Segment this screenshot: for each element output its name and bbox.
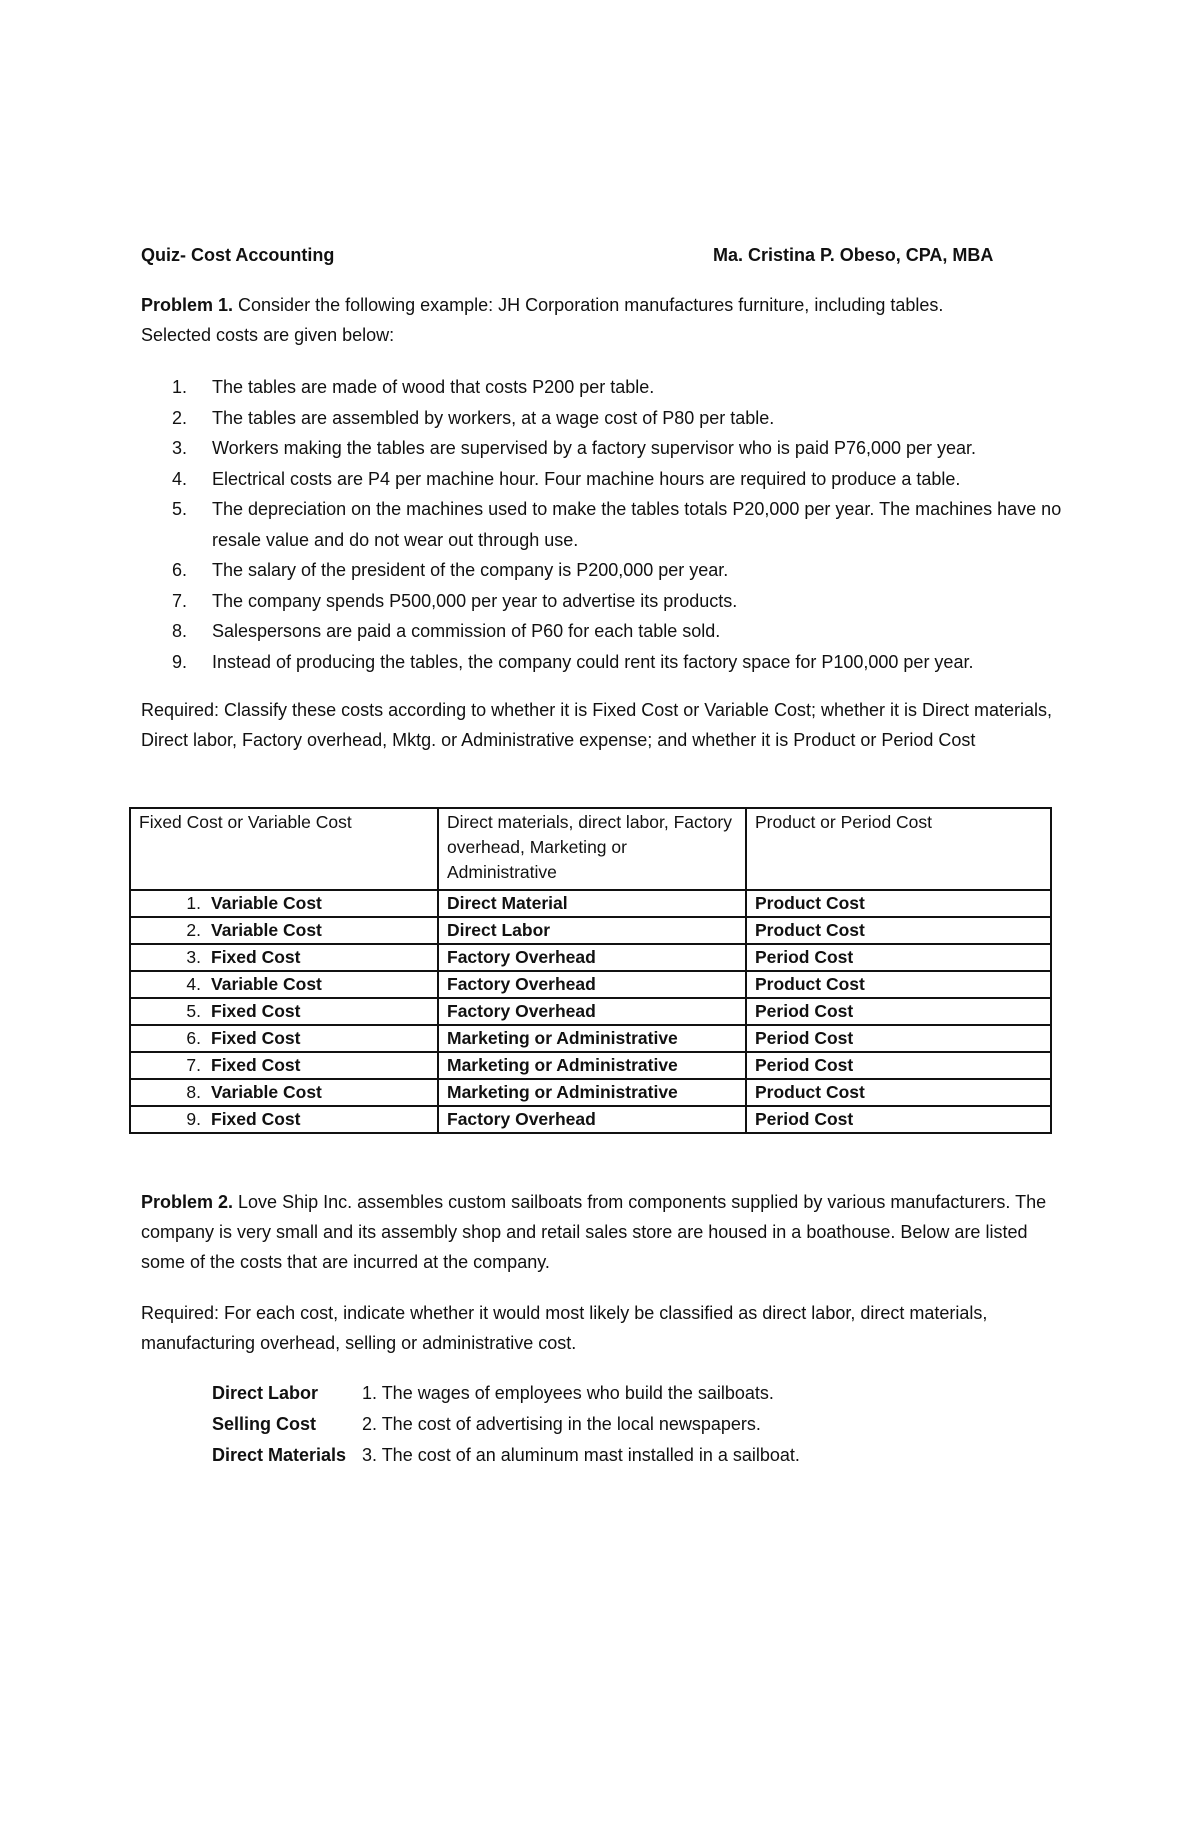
list-item (212, 1409, 800, 1440)
answer-label: Direct Labor (212, 1383, 319, 1403)
row-number: 2. (186, 920, 201, 940)
table-row (130, 944, 1051, 971)
cell-product-period: Period Cost (746, 1052, 1051, 1079)
author-name: Ma. Cristina P. Obeso, CPA, MBA (713, 245, 994, 265)
cell-product-period: Period Cost (746, 1106, 1051, 1133)
answer-text: 2. The cost of advertising in the local newspapers. (362, 1414, 761, 1434)
table-row (130, 890, 1051, 917)
cell-fixed-variable (130, 917, 438, 944)
list-item (141, 616, 1071, 647)
cell-value: Fixed Cost (211, 1109, 301, 1129)
cell-fixed-variable (130, 890, 438, 917)
cell-category: Factory Overhead (438, 971, 746, 998)
list-number: 9. (172, 651, 188, 672)
problem1-intro-line2: Selected costs are given below: (141, 325, 395, 345)
list-text: Salespersons are paid a commission of P60 for each table sold. (212, 621, 721, 641)
list-number: 2. (172, 407, 188, 428)
list-text: Electrical costs are P4 per machine hour. Four machine hours are required to produce a table. (212, 468, 961, 489)
list-text: The company spends P500,000 per year to advertise its products. (212, 590, 738, 611)
cell-fixed-variable (130, 1106, 438, 1133)
list-item (141, 433, 1071, 464)
answer-text: 3. The cost of an aluminum mast installed in a sailboat. (362, 1445, 800, 1465)
cell-value: Variable Cost (211, 974, 322, 994)
cell-category: Factory Overhead (438, 944, 746, 971)
list-number: 7. (172, 590, 188, 611)
cell-value: Fixed Cost (211, 1028, 301, 1048)
cell-fixed-variable (130, 998, 438, 1025)
list-item (141, 403, 1071, 434)
cell-value: Fixed Cost (211, 947, 301, 967)
cell-product-period: Period Cost (746, 998, 1051, 1025)
cell-fixed-variable (130, 1025, 438, 1052)
cell-fixed-variable (130, 944, 438, 971)
problem1-intro (141, 290, 1061, 350)
quiz-title: Quiz- Cost Accounting (141, 245, 335, 265)
row-number: 9. (186, 1109, 201, 1129)
cell-value: Variable Cost (211, 893, 322, 913)
cell-category: Marketing or Administrative (438, 1025, 746, 1052)
answer-label: Selling Cost (212, 1414, 317, 1434)
cell-category: Factory Overhead (438, 1106, 746, 1133)
list-item (212, 1440, 800, 1471)
cell-product-period: Product Cost (746, 1079, 1051, 1106)
problem2-answer-list (212, 1378, 800, 1471)
classification-table (129, 807, 1052, 1134)
list-text: Instead of producing the tables, the company could rent its factory space for P100,000 per year. (212, 651, 974, 672)
list-text: Workers making the tables are supervised by a factory supervisor who is paid P76,000 per year. (212, 438, 977, 458)
cell-product-period: Period Cost (746, 944, 1051, 971)
row-number: 3. (186, 947, 201, 967)
cell-category: Factory Overhead (438, 998, 746, 1025)
list-number: 1. (172, 377, 188, 397)
cell-fixed-variable (130, 1079, 438, 1106)
list-number: 8. (172, 621, 188, 641)
problem2-intro-text: Love Ship Inc. assembles custom sailboats from components supplied by various manufacturers. The company is very small and its assembly shop and retail sales store are housed in a boathouse. Below are listed some of the costs that are incurred at the company. (141, 1192, 1047, 1272)
problem1-cost-list (141, 372, 1071, 677)
row-number: 7. (186, 1055, 201, 1075)
list-number: 4. (172, 468, 188, 489)
cell-product-period: Product Cost (746, 917, 1051, 944)
list-item (141, 586, 1071, 617)
problem1-label: Problem 1. (141, 295, 234, 315)
list-item (212, 1378, 800, 1409)
table-row (130, 1079, 1051, 1106)
cell-product-period: Period Cost (746, 1025, 1051, 1052)
cell-category: Marketing or Administrative (438, 1079, 746, 1106)
cell-category: Direct Material (438, 890, 746, 917)
table-row (130, 998, 1051, 1025)
cell-product-period: Product Cost (746, 890, 1051, 917)
list-text: The salary of the president of the company is P200,000 per year. (212, 560, 729, 580)
answer-text: 1. The wages of employees who build the sailboats. (362, 1383, 774, 1403)
cell-value: Variable Cost (211, 920, 322, 940)
row-number: 8. (186, 1082, 201, 1102)
list-item (141, 372, 1071, 403)
table-header-row (130, 808, 1051, 890)
cell-category: Marketing or Administrative (438, 1052, 746, 1079)
list-number: 5. (172, 499, 188, 519)
list-item (141, 647, 1071, 678)
list-number: 3. (172, 438, 188, 458)
header-cost-category: Direct materials, direct labor, Factory overhead, Marketing or Administrative (438, 808, 746, 890)
list-text: The depreciation on the machines used to make the tables totals P20,000 per year. The machines have no resale value and do not wear out through use. (212, 499, 1062, 550)
row-number: 4. (186, 974, 201, 994)
list-item (141, 494, 1071, 555)
table-row (130, 1106, 1051, 1133)
list-text: The tables are made of wood that costs P200 per table. (212, 377, 655, 397)
header-fixed-variable: Fixed Cost or Variable Cost (130, 808, 438, 890)
row-number: 6. (186, 1028, 201, 1048)
problem2-intro (141, 1187, 1061, 1277)
row-number: 1. (186, 893, 201, 913)
problem1-required: Required: Classify these costs according to whether it is Fixed Cost or Variable Cost; whether it is Direct materials, Direct labor, Factory overhead, Mktg. or Administrative expense; and whether it is Product or Period Cost (141, 700, 1053, 750)
header-product-period: Product or Period Cost (746, 808, 1051, 890)
problem2-label: Problem 2. (141, 1192, 234, 1212)
cell-category: Direct Labor (438, 917, 746, 944)
problem2-required: Required: For each cost, indicate whether it would most likely be classified as direct labor, direct materials, manufacturing overhead, selling or administrative cost. (141, 1303, 988, 1353)
table-row (130, 917, 1051, 944)
cell-product-period: Product Cost (746, 971, 1051, 998)
cell-value: Fixed Cost (211, 1001, 301, 1021)
answer-label: Direct Materials (212, 1445, 347, 1465)
list-text: The tables are assembled by workers, at a wage cost of P80 per table. (212, 407, 775, 428)
problem1-intro-line1: Consider the following example: JH Corporation manufactures furniture, including tables. (233, 295, 944, 315)
cell-fixed-variable (130, 1052, 438, 1079)
cell-value: Fixed Cost (211, 1055, 301, 1075)
list-item (141, 464, 1071, 495)
list-item (141, 555, 1071, 586)
table-row (130, 971, 1051, 998)
cell-value: Variable Cost (211, 1082, 322, 1102)
cell-fixed-variable (130, 971, 438, 998)
row-number: 5. (186, 1001, 201, 1021)
table-row (130, 1052, 1051, 1079)
list-number: 6. (172, 560, 188, 580)
table-row (130, 1025, 1051, 1052)
